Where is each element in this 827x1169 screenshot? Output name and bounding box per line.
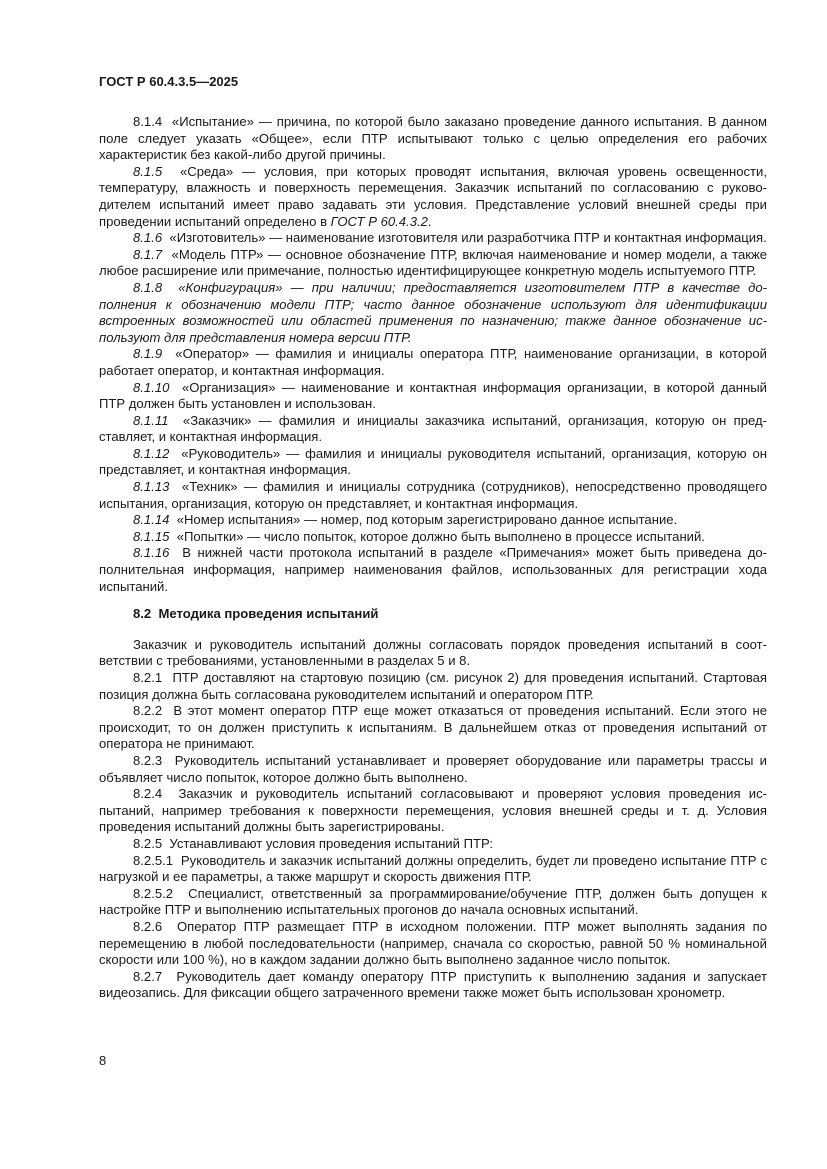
- section-title-text: Методика проведения испытаний: [158, 606, 379, 622]
- clause-number: 8.2.7: [133, 968, 163, 984]
- clause-number: 8.2.3: [133, 752, 163, 768]
- clause-text-end: .: [427, 213, 432, 229]
- standard-reference: ГОСТ Р 60.4.3.2: [330, 213, 428, 229]
- clause-text: Заказчик и руководитель испытаний должны согласовать порядок проведения испытаний в соответствии с требованиями, установленными в разделах 5 и 8.: [99, 636, 767, 669]
- document-body: [99, 114, 767, 1002]
- paragraph: [99, 413, 767, 446]
- clause-number: 8.2.5.2: [133, 885, 174, 901]
- paragraph: [99, 280, 767, 346]
- clause-number: 8.1.15: [133, 528, 170, 544]
- paragraph: [99, 919, 767, 969]
- paragraph: [99, 753, 767, 786]
- paragraph: [99, 380, 767, 413]
- clause-text: «Среда» — условия, при которых проводят испытания, включая уровень освещенности, температуру, влажность и поверхность перемещения. Заказчик испытаний по согласованию с руководителем испытаний имеет право задавать эти условия. Представление условий внешней среды при проведении испытаний определено в: [99, 163, 767, 229]
- clause-number: 8.1.4: [133, 114, 163, 129]
- clause-number: 8.2.5: [133, 835, 163, 851]
- clause-text: В нижней части протокола испытаний в разделе «Примечания» может быть приведена дополнительная информация, например наименования файлов, использованных для регистрации хода испытаний.: [99, 545, 767, 594]
- paragraph: [99, 545, 767, 595]
- clause-number: 8.2.1: [133, 670, 163, 685]
- clause-number: 8.1.5: [133, 163, 163, 179]
- clause-text: Специалист, ответственный за программирование/обучение ПТР, должен быть допущен к настройке ПТР и выполнению испытательных прогонов до начала основных испытаний.: [99, 885, 768, 918]
- clause-text: ПТР доставляют на стартовую позицию (см. рисунок 2) для проведения испытаний. Стартовая позиция должна быть согласована руководителем испытаний и оператором ПТР.: [99, 670, 767, 702]
- paragraph: [99, 164, 767, 230]
- clause-text: «Конфигурация» — при наличии; предоставляется изготовителем ПТР в качестве дополнения к обозначению модели ПТР; часто данное обозначение используют для идентификации встроенных возможностей или областей применения по назначению; также данное обозначение используют для представления номера версии ПТР.: [99, 279, 767, 345]
- paragraph: [99, 836, 767, 853]
- clause-text: «Модель ПТР» — основное обозначение ПТР, включая наименование и номер модели, а также любое расширение или примечание, полностью идентифицирующее конкретную модель испытуемого ПТР.: [99, 246, 767, 279]
- paragraph: [99, 786, 767, 836]
- clause-text: «Испытание» — причина, по которой было заказано проведение данного испытания. В данном поле следует указать «Общее», если ПТР испытывают только с целью определения его рабочих характеристик без какой-либо другой причины.: [99, 114, 767, 163]
- clause-text: Устанавливают условия проведения испытаний ПТР:: [169, 835, 494, 851]
- page-number: 8: [99, 1053, 107, 1068]
- clause-number: 8.1.13: [133, 479, 170, 495]
- clause-text: Руководитель дает команду оператору ПТР приступить к выполнению задания и запускает видеозапись. Для фиксации общего затраченного времени также может быть использован хронометр.: [99, 968, 768, 1001]
- section-heading: [99, 606, 767, 623]
- clause-number: 8.1.10: [133, 379, 170, 395]
- paragraph: [99, 114, 767, 164]
- paragraph: [99, 969, 767, 1002]
- clause-number: 8.1.8: [133, 279, 163, 295]
- clause-text: «Заказчик» — фамилия и инициалы заказчика испытаний, организация, которую он представляет, и контактная информация.: [99, 412, 767, 445]
- paragraph: [99, 446, 767, 479]
- subsection-8-1-items: [99, 114, 767, 595]
- clause-number: 8.1.6: [133, 230, 163, 246]
- clause-number: 8.2.6: [133, 918, 163, 934]
- clause-text: Руководитель испытаний устанавливает и проверяет оборудование или параметры трассы и объявляет число попыток, которое должно быть выполнено.: [99, 752, 768, 785]
- paragraph: [99, 512, 767, 529]
- clause-number: 8.1.12: [133, 445, 170, 461]
- clause-text: Руководитель и заказчик испытаний должны определить, будет ли проведено испытание ПТР с нагрузкой и ее параметры, а также маршрут и скорость движения ПТР.: [99, 852, 767, 885]
- clause-text: Оператор ПТР размещает ПТР в исходном положении. ПТР может выполнять задания по перемещению в любой последовательности (например, сначала со скоростью, равной 50 % номинальной скорости или 100 %), но в каждом задании должно быть выполнено заданное число попыток.: [99, 918, 767, 968]
- clause-text: «Оператор» — фамилия и инициалы оператора ПТР, наименование организации, в которой работает оператор, и контактная информация.: [99, 346, 767, 378]
- clause-number: 8.2.5.1: [133, 852, 174, 868]
- clause-text: «Изготовитель» — наименование изготовителя или разработчика ПТР и контактная информация.: [169, 230, 767, 246]
- paragraph: [99, 886, 767, 919]
- clause-text: «Руководитель» — фамилия и инициалы руководителя испытаний, организация, которую он представляет, и контактная информация.: [99, 445, 767, 478]
- paragraph: [99, 637, 767, 670]
- paragraph: [99, 346, 767, 379]
- clause-number: 8.2.2: [133, 703, 163, 719]
- clause-number: 8.2.4: [133, 786, 163, 802]
- paragraph: [99, 703, 767, 753]
- clause-number: 8.1.11: [133, 412, 169, 428]
- paragraph: [99, 670, 767, 703]
- document-code-header: ГОСТ Р 60.4.3.5—2025: [99, 74, 239, 89]
- clause-number: 8.1.9: [133, 346, 163, 362]
- section-number: 8.2: [133, 606, 152, 622]
- clause-text: Заказчик и руководитель испытаний согласовывают и проверяют условия проведения испытаний, например требования к поверхности перемещения, условия внешней среды и т. д. Условия проведения испытаний должны быть зарегистрированы.: [99, 786, 767, 835]
- paragraph: [99, 479, 767, 512]
- clause-number: 8.1.16: [133, 545, 170, 561]
- clause-text: «Организация» — наименование и контактная информация организации, в которой данный ПТР должен быть установлен и использован.: [99, 379, 767, 412]
- paragraph: [99, 230, 767, 247]
- subsection-8-2-items: [99, 637, 767, 1002]
- clause-number: 8.1.7: [133, 246, 163, 262]
- paragraph: [99, 853, 767, 886]
- clause-text: «Номер испытания» — номер, под которым зарегистрировано данное испытание.: [176, 512, 678, 528]
- clause-number: 8.1.14: [133, 512, 170, 528]
- clause-text: «Попытки» — число попыток, которое должно быть выполнено в процессе испытаний.: [176, 528, 705, 544]
- clause-text: «Техник» — фамилия и инициалы сотрудника (сотрудников), непосредственно проводящего испытания, организация, которую он представляет, и контактная информация.: [99, 479, 767, 511]
- paragraph: [99, 529, 767, 546]
- clause-text: В этот момент оператор ПТР еще может отказаться от проведения испытаний. Если этого не происходит, то он должен приступить к испытаниям. В дальнейшем отказ от проведения испытаний от оператора не принимают.: [99, 703, 767, 752]
- paragraph: [99, 247, 767, 280]
